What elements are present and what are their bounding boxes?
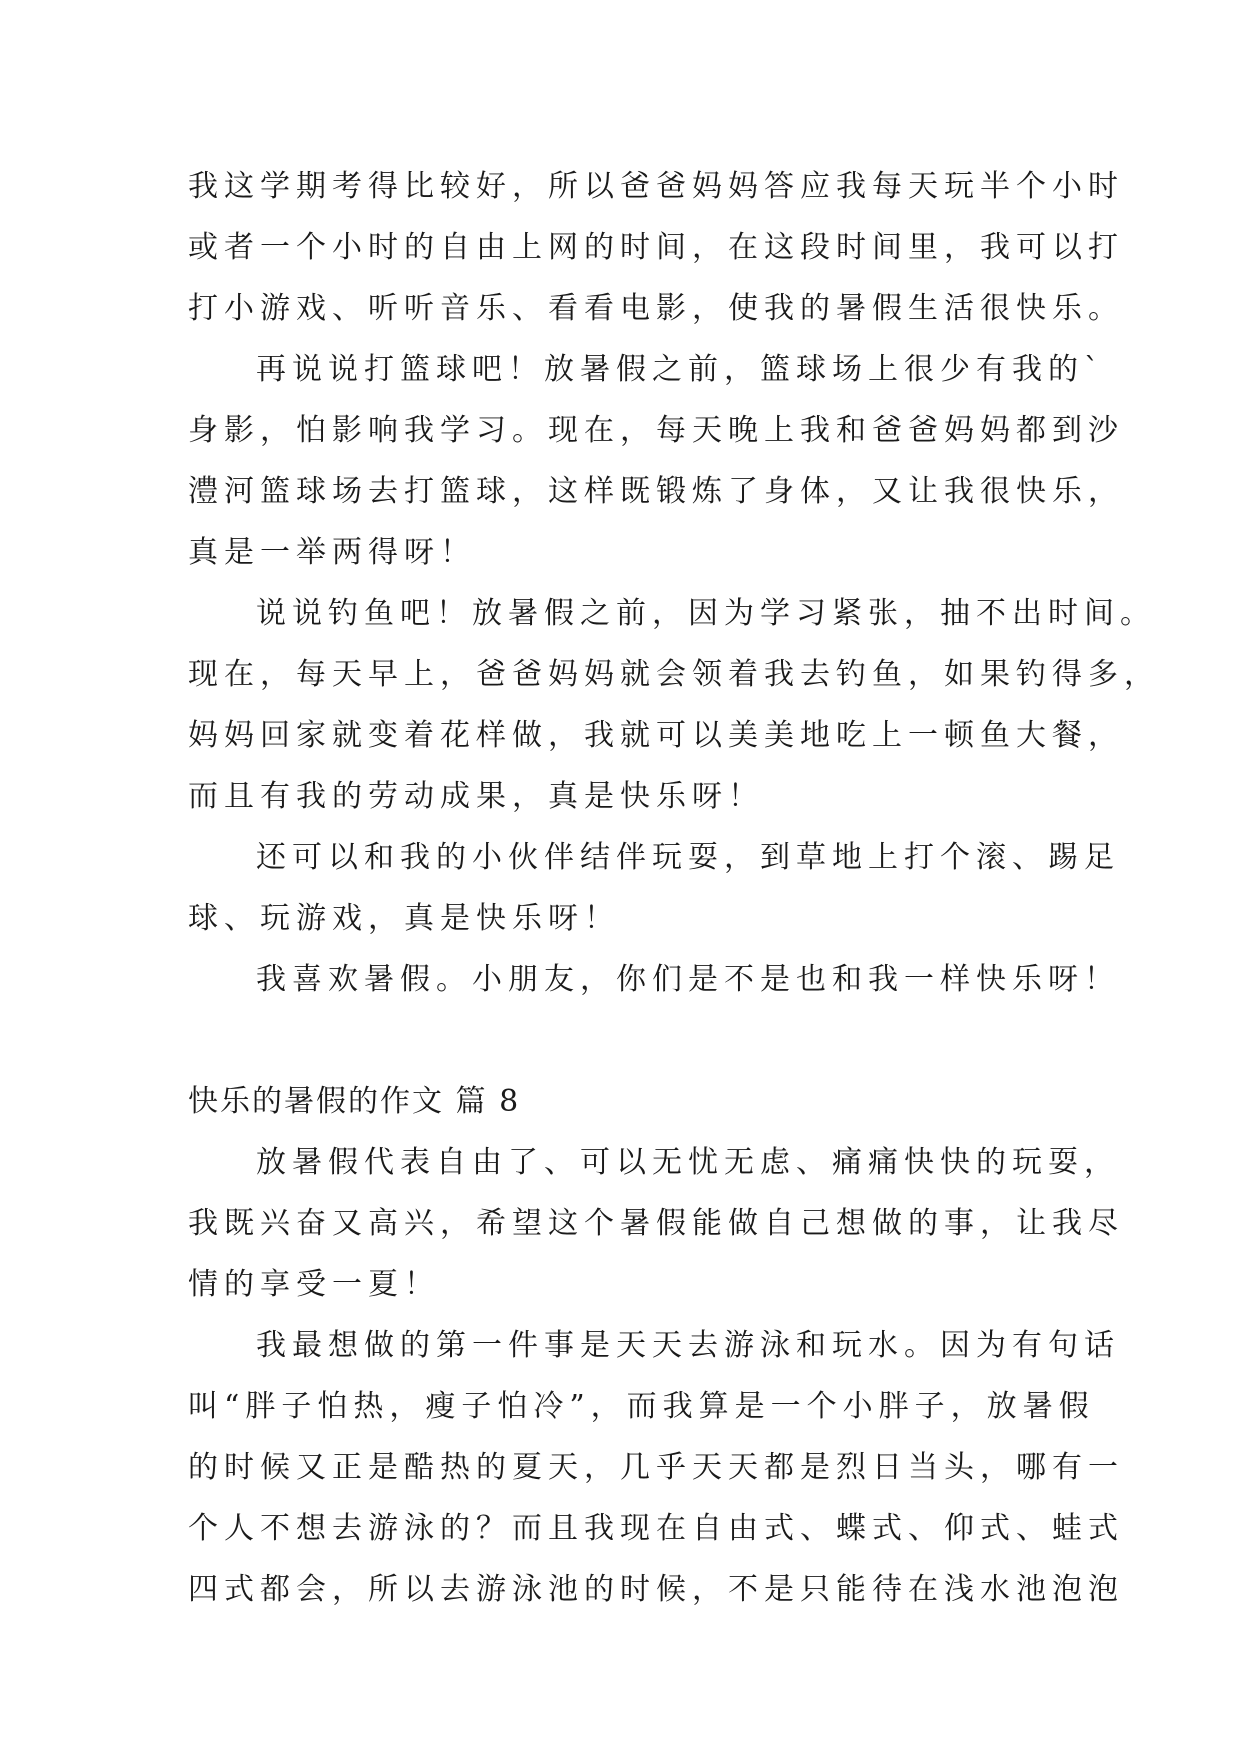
text-line: 或者一个小时的自由上网的时间，在这段时间里，我可以打 xyxy=(188,230,1124,265)
paragraph-start-line: 说说钓鱼吧！放暑假之前，因为学习紧张，抽不出时间。 xyxy=(256,596,1156,631)
text-line: 个人不想去游泳的？而且我现在自由式、蝶式、仰式、蛙式 xyxy=(188,1511,1124,1546)
paragraph-start-line: 放暑假代表自由了、可以无忧无虑、痛痛快快的玩耍， xyxy=(256,1145,1120,1180)
paragraph-start-line: 我喜欢暑假。小朋友，你们是不是也和我一样快乐呀！ xyxy=(256,962,1120,997)
text-line: 四式都会，所以去游泳池的时候，不是只能待在浅水池泡泡 xyxy=(188,1572,1124,1607)
document-body xyxy=(188,156,1160,1620)
text-line: 叫“胖子怕热，瘦子怕冷”，而我算是一个小胖子，放暑假 xyxy=(188,1389,1095,1424)
text-line: 我既兴奋又高兴，希望这个暑假能做自己想做的事，让我尽 xyxy=(188,1206,1124,1241)
text-line: 身影，怕影响我学习。现在，每天晚上我和爸爸妈妈都到沙 xyxy=(188,413,1124,448)
text-line: 而且有我的劳动成果，真是快乐呀！ xyxy=(188,779,764,814)
paragraph-start-line: 再说说打篮球吧！放暑假之前，篮球场上很少有我的` xyxy=(256,352,1105,387)
text-line: 打小游戏、听听音乐、看看电影，使我的暑假生活很快乐。 xyxy=(188,291,1124,326)
section-gap xyxy=(188,1010,1068,1071)
text-line: 现在，每天早上，爸爸妈妈就会领着我去钓鱼，如果钓得多， xyxy=(188,657,1160,692)
paragraph-start-line: 我最想做的第一件事是天天去游泳和玩水。因为有句话 xyxy=(256,1328,1120,1363)
text-line: 球、玩游戏，真是快乐呀！ xyxy=(188,901,620,936)
text-line: 情的享受一夏！ xyxy=(188,1267,440,1302)
text-line: 澧河篮球场去打篮球，这样既锻炼了身体，又让我很快乐， xyxy=(188,474,1124,509)
text-line: 我这学期考得比较好，所以爸爸妈妈答应我每天玩半个小时 xyxy=(188,169,1124,204)
text-line: 真是一举两得呀！ xyxy=(188,535,476,570)
paragraph-start-line: 还可以和我的小伙伴结伴玩耍，到草地上打个滚、踢足 xyxy=(256,840,1120,875)
text-line: 的时候又正是酷热的夏天，几乎天天都是烈日当头，哪有一 xyxy=(188,1450,1124,1485)
section-title: 快乐的暑假的作文 篇 8 xyxy=(188,1084,521,1119)
text-line: 妈妈回家就变着花样做，我就可以美美地吃上一顿鱼大餐， xyxy=(188,718,1124,753)
